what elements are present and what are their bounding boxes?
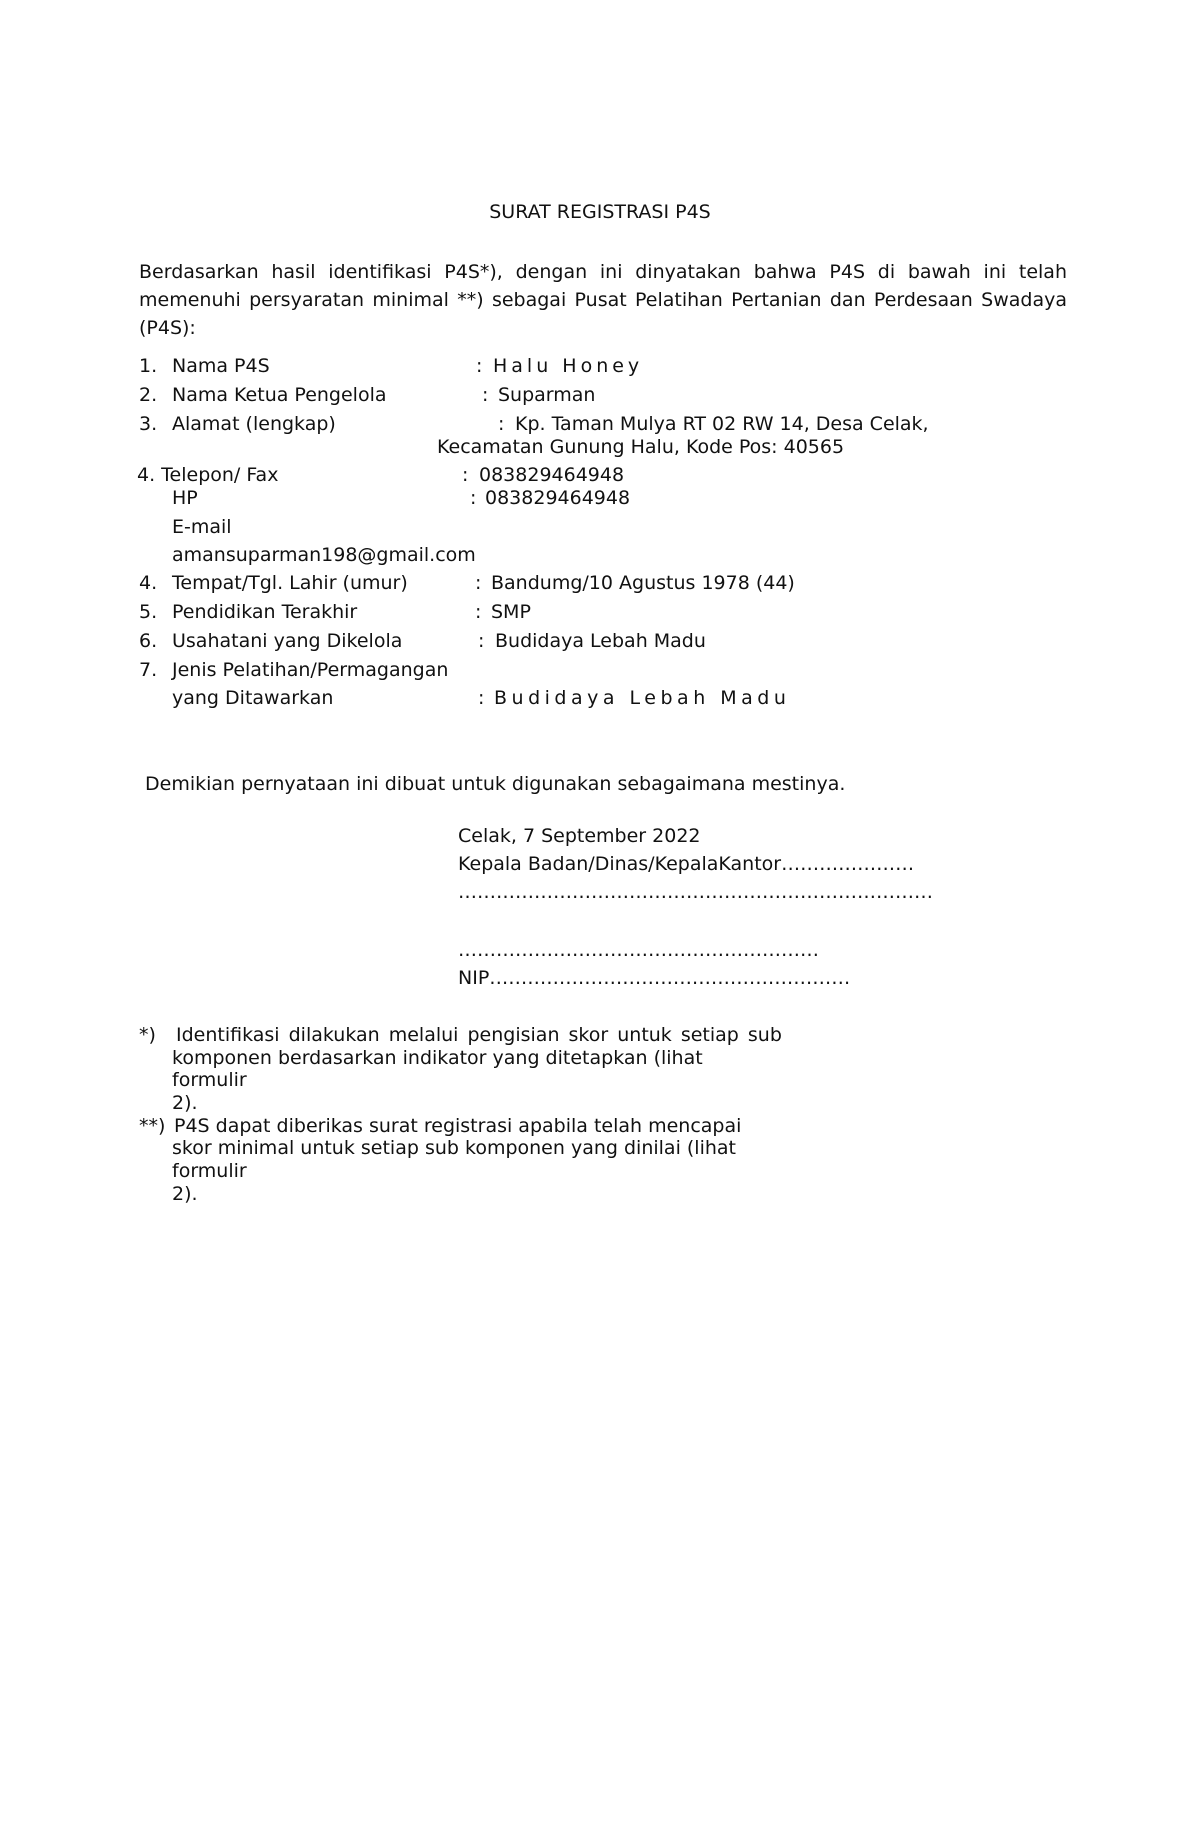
signature-dots-line: ………………………………………………………………… xyxy=(458,881,933,903)
field-label-telepon: 4. Telepon/ Fax xyxy=(137,464,279,486)
field-number: 4. xyxy=(139,572,158,594)
field-value-hp: 083829464948 xyxy=(485,487,631,509)
footnote-2-line2: skor minimal untuk setiap sub komponen yang dinilai (lihat xyxy=(172,1137,736,1159)
field-value-alamat-line1: Kp. Taman Mulya RT 02 RW 14, Desa Celak, xyxy=(515,413,929,435)
field-colon: : xyxy=(475,601,482,623)
signature-place-date: Celak, 7 September 2022 xyxy=(458,825,701,847)
document-title: SURAT REGISTRASI P4S xyxy=(489,201,711,223)
footnote-1-line2: komponen berdasarkan indikator yang ditetapkan (lihat xyxy=(172,1047,703,1069)
field-label-tempat-lahir: Tempat/Tgl. Lahir (umur) xyxy=(172,572,408,594)
field-number: 3. xyxy=(139,413,158,435)
field-value-telepon: 083829464948 xyxy=(479,464,625,486)
field-colon: : xyxy=(478,687,485,709)
field-label-pendidikan: Pendidikan Terakhir xyxy=(172,601,358,623)
field-label-nama-ketua: Nama Ketua Pengelola xyxy=(172,384,387,406)
field-value-email: amansuparman198@gmail.com xyxy=(172,544,476,566)
field-number: 6. xyxy=(139,630,158,652)
signature-position: Kepala Badan/Dinas/KepalaKantor………………… xyxy=(458,853,915,875)
field-label-alamat: Alamat (lengkap) xyxy=(172,413,336,435)
footnote-1-line3: formulir xyxy=(172,1069,247,1091)
field-number: 5. xyxy=(139,601,158,623)
field-label-usahatani: Usahatani yang Dikelola xyxy=(172,630,403,652)
field-value-nama-ketua: Suparman xyxy=(498,384,596,406)
field-label-pelatihan-line1: Jenis Pelatihan/Permagangan xyxy=(172,659,449,681)
field-label-hp: HP xyxy=(172,487,198,509)
footnote-2-line4: 2). xyxy=(172,1183,198,1205)
closing-statement: Demikian pernyataan ini dibuat untuk digunakan sebagaimana mestinya. xyxy=(145,773,846,795)
field-colon: : xyxy=(482,384,489,406)
field-label-pelatihan-line2: yang Ditawarkan xyxy=(172,687,334,709)
field-value-tempat-lahir: Bandumg/10 Agustus 1978 (44) xyxy=(491,572,795,594)
field-colon: : xyxy=(475,572,482,594)
footnote-2-line1: P4S dapat diberikas surat registrasi apabila telah mencapai xyxy=(174,1115,742,1137)
field-value-nama-p4s: Halu Honey xyxy=(493,355,644,377)
field-number: 7. xyxy=(139,659,158,681)
field-colon: : xyxy=(476,355,483,377)
footnote-1-line1: Identifikasi dilakukan melalui pengisian skor untuk setiap sub xyxy=(176,1024,782,1046)
field-value-usahatani: Budidaya Lebah Madu xyxy=(495,630,706,652)
field-colon: : xyxy=(462,464,469,486)
footnote-2-line3: formulir xyxy=(172,1160,247,1182)
field-value-alamat-line2: Kecamatan Gunung Halu, Kode Pos: 40565 xyxy=(437,436,845,458)
intro-paragraph: Berdasarkan hasil identifikasi P4S*), dengan ini dinyatakan bahwa P4S di bawah ini telah memenuhi persyaratan minimal **) sebagai Pusat Pelatihan Pertanian dan Perdesaan Swadaya (P4S): xyxy=(139,261,1067,339)
field-value-pelatihan: Budidaya Lebah Madu xyxy=(494,687,791,709)
signature-nip: NIP………………………………………………… xyxy=(458,967,851,989)
footnote-1-line4: 2). xyxy=(172,1092,198,1114)
field-colon: : xyxy=(470,487,477,509)
field-value-pendidikan: SMP xyxy=(491,601,531,623)
signature-name-line: ………………………………………………… xyxy=(458,939,819,961)
field-number: 1. xyxy=(139,355,158,377)
field-colon: : xyxy=(498,413,505,435)
field-colon: : xyxy=(478,630,485,652)
field-label-nama-p4s: Nama P4S xyxy=(172,355,270,377)
footnote-marker-1: *) xyxy=(139,1024,156,1046)
field-number: 2. xyxy=(139,384,158,406)
footnote-marker-2: **) xyxy=(139,1115,166,1137)
field-label-email: E-mail xyxy=(172,516,232,538)
